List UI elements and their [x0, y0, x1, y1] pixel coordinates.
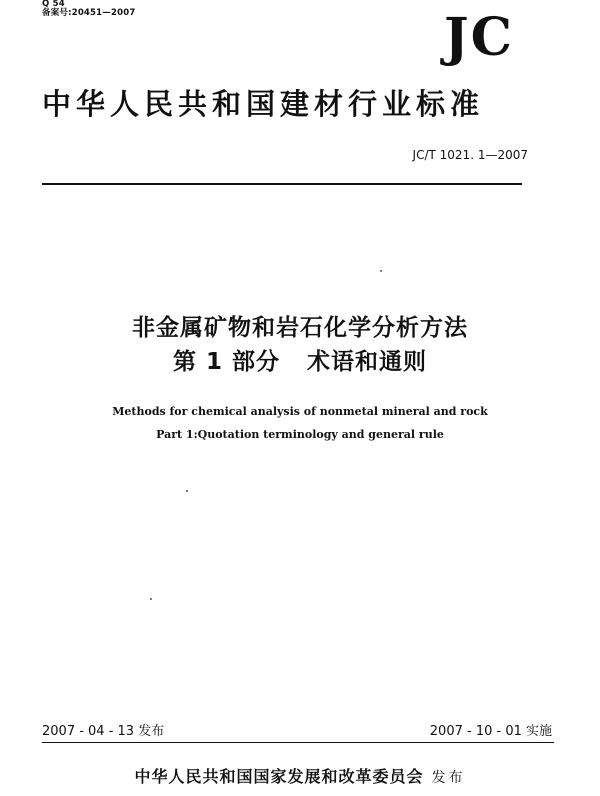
scan-speck — [380, 270, 382, 272]
industry-standard-title: 中华人民共和国建材行业标准 — [42, 87, 485, 121]
standard-number: JC/T 1021. 1—2007 — [412, 148, 528, 162]
record-number: 备案号:20451—2007 — [42, 8, 136, 18]
standard-mark: JC — [444, 7, 514, 68]
publisher-name: 中华人民共和国国家发展和改革委员会 — [134, 767, 424, 786]
header-meta — [42, 0, 135, 18]
publish-label: 发布 — [431, 770, 466, 786]
ics-line: Q 54 — [42, 0, 65, 9]
english-title-line2: Part 1:Quotation terminology and general rule — [156, 428, 444, 441]
chinese-title-line1: 非金属矿物和岩石化学分析方法 — [132, 315, 468, 341]
chinese-title-line2: 第 1 部分 术语和通则 — [172, 349, 428, 375]
english-title-line1: Methods for chemical analysis of nonmetal mineral and rock — [112, 405, 488, 418]
implementation-date: 2007 - 10 - 01 实施 — [429, 724, 552, 739]
issue-date: 2007 - 04 - 13 发布 — [42, 724, 165, 739]
top-divider — [42, 183, 522, 185]
scan-speck — [186, 490, 188, 492]
publisher-line — [0, 764, 600, 787]
bottom-divider — [42, 742, 554, 743]
scan-speck — [150, 598, 152, 600]
